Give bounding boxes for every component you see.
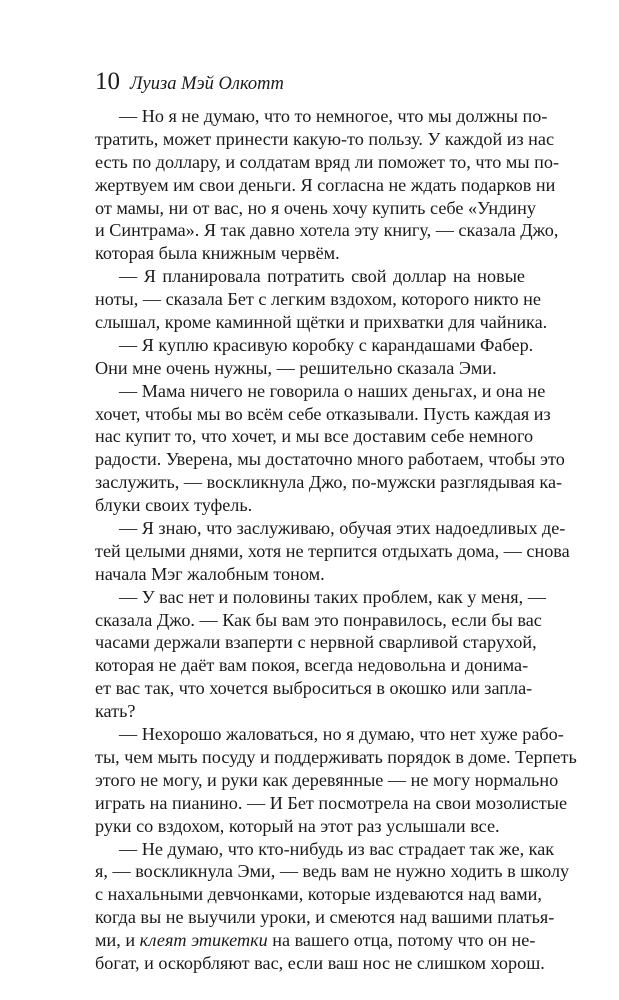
text-line: — Нехорошо жаловаться, но я думаю, что нет хуже рабо- — [119, 724, 564, 745]
text-line: которая не даёт вам покоя, всегда недовольна и донима- — [95, 655, 529, 676]
text-line: нас купит то, что хочет, и мы все доставим себе немного — [95, 426, 534, 447]
text-line: ноты, — сказала Бет с легким вздохом, которого никто не — [95, 289, 541, 310]
text-line: я, — воскликнула Эми, — ведь вам не нужно ходить в школу — [95, 861, 570, 882]
running-header — [95, 67, 284, 99]
text-line: и Синтрама». Я так давно хотела эту книгу, — сказала Джо, — [95, 220, 559, 241]
text-line: тей целыми днями, хотя не терпится отдыхать дома, — снова — [95, 540, 570, 561]
running-title: Луиза Мэй Олкотт — [130, 74, 284, 94]
text-line: кать? — [95, 701, 136, 722]
text-line: — Мама ничего не говорила о наших деньгах, и она не — [119, 380, 546, 401]
text-line: богат, и оскорбляют вас, если ваш нос не слишком хорош. — [95, 952, 545, 973]
text-line: этого не могу, и руки как деревянные — не могу нормально — [95, 769, 559, 790]
text-line: блуки своих туфель. — [95, 495, 253, 516]
text-line: Они мне очень нужны, — решительно сказала Эми. — [95, 357, 497, 378]
text-line: есть по доллару, и солдатам вряд ли поможет то, что мы по- — [95, 151, 560, 172]
text-line: радости. Уверена, мы достаточно много работаем, чтобы это — [95, 449, 565, 470]
text-line: играть на пианино. — И Бет посмотрела на свои мозолистые — [95, 792, 568, 813]
text-line: которая была книжным червём. — [95, 243, 340, 264]
text-line: от мамы, ни от вас, но я очень хочу купить себе «Ундину — [95, 197, 536, 218]
text-line: — Я куплю красивую коробку с карандашами Фабер. — [119, 334, 534, 355]
text-line: ет вас так, что хочется выброситься в окошко или запла- — [95, 678, 533, 699]
text-line: — Я знаю, что заслуживаю, обучая этих надоедливых де- — [119, 518, 566, 539]
text-line: начала Мэг жалобным тоном. — [95, 563, 325, 584]
text-line: руки со вздохом, который на этот раз услышали все. — [95, 815, 500, 836]
text-line: часами держали взаперти с нервной сварливой старухой, — [95, 632, 537, 653]
text-line: заслужить, — воскликнула Джо, по-мужски разглядывая ка- — [95, 472, 563, 493]
text-line: — Я планировала потратить свой доллар на новые — [119, 266, 525, 287]
text-segment: ми, и — [95, 930, 140, 951]
text-line: жертвуем им свои деньги. Я согласна не ждать подарков ни — [95, 174, 556, 195]
text-line: — У вас нет и половины таких проблем, как у меня, — — [119, 586, 546, 607]
italic-phrase: клеят этикетки — [139, 930, 268, 951]
text-line: — Не думаю, что кто-нибудь из вас страдает так же, как — [119, 838, 555, 859]
text-segment: на вашего отца, потому что он не- — [267, 930, 536, 951]
body-text — [95, 105, 577, 975]
page-number: 10 — [95, 68, 120, 95]
text-line: хочет, чтобы мы во всём себе отказывали. Пусть каждая из — [95, 403, 551, 424]
text-line — [95, 929, 536, 952]
text-line: когда вы не выучили уроки, и смеются над вашими платья- — [95, 907, 555, 928]
text-line: — Но я не думаю, что то немногое, что мы должны по- — [119, 106, 548, 126]
text-line: ты, чем мыть посуду и поддерживать порядок в доме. Терпеть — [95, 746, 577, 767]
text-line: слышал, кроме каминной щётки и прихватки для чайника. — [95, 312, 548, 333]
text-line: с нахальными девчонками, которые издеваются над вами, — [95, 884, 542, 905]
text-line: тратить, может принести какую-то пользу. У каждой из нас — [95, 128, 555, 149]
text-line: сказала Джо. — Как бы вам это понравилось, если бы вас — [95, 609, 542, 630]
